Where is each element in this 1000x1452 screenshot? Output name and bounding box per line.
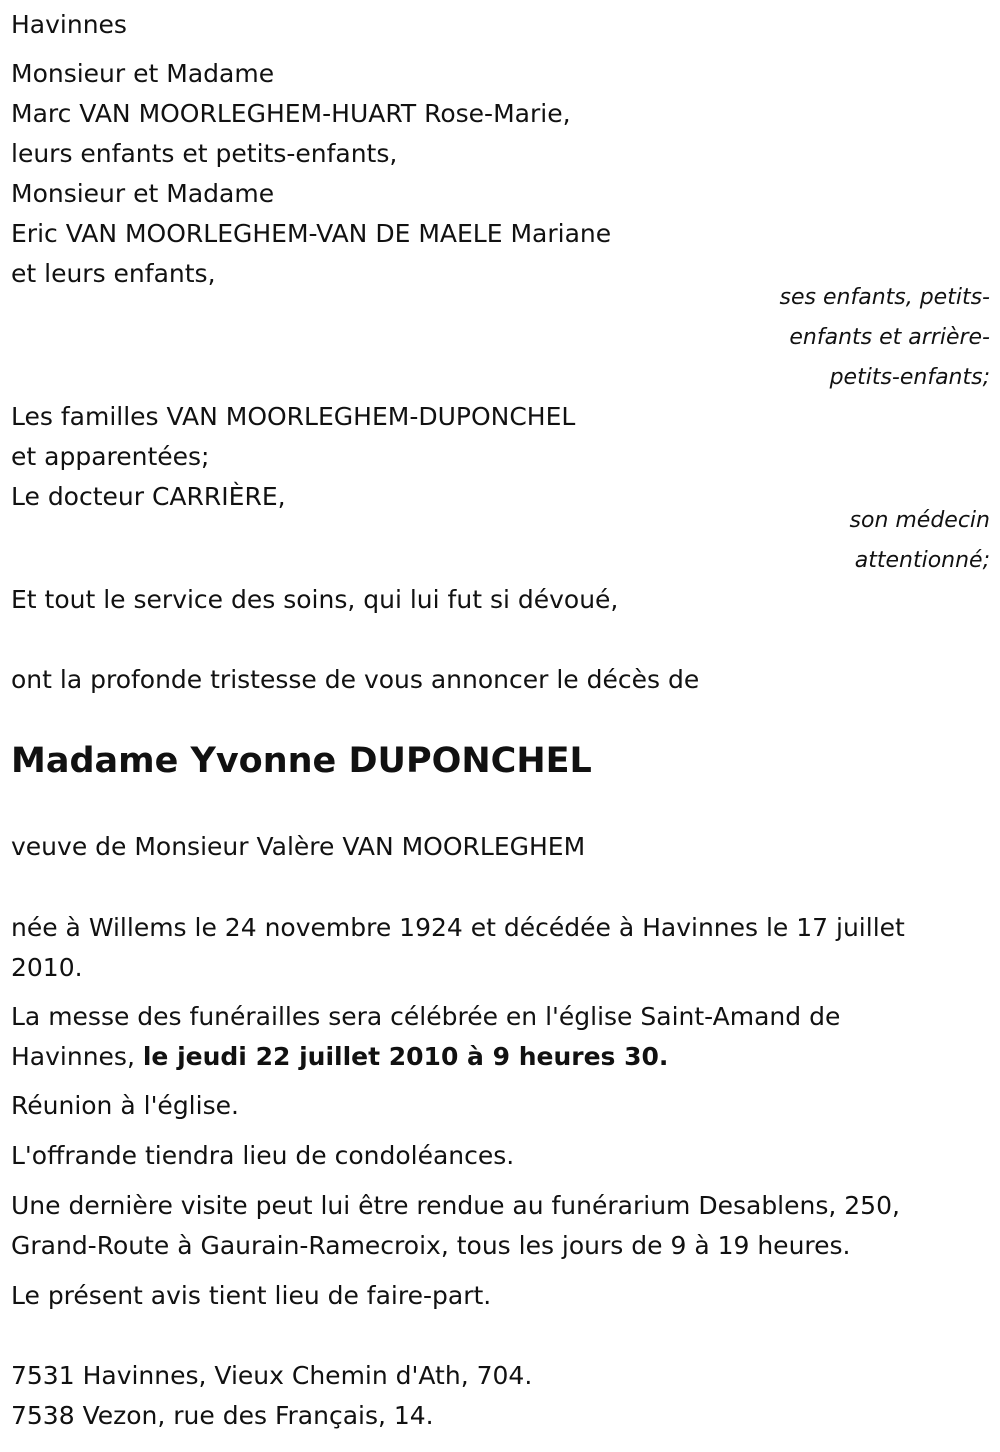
others-line: et apparentées; [11,442,210,471]
birth-death-line: née à Willems le 24 novembre 1924 et décédée à Havinnes le 17 juillet [11,913,905,942]
others-line: Le docteur CARRIÈRE, [11,482,286,511]
announcement-line: ont la profonde tristesse de vous annoncer le décès de [11,665,700,694]
others-line: Les familles VAN MOORLEGHEM-DUPONCHEL [11,402,576,431]
mass-location: Havinnes, [11,1042,143,1071]
visit-line: Grand-Route à Gaurain-Ramecroix, tous les jours de 9 à 19 heures. [11,1231,851,1260]
family-role-line: ses enfants, petits- [779,285,990,310]
family-line: Marc VAN MOORLEGHEM-HUART Rose-Marie, [11,99,571,128]
family-role-line: petits-enfants; [829,365,990,390]
family-line: Monsieur et Madame [11,59,275,88]
doctor-role-line: attentionné; [854,548,990,573]
location-heading: Havinnes [11,10,127,39]
meeting-line: Réunion à l'église. [11,1091,239,1120]
address-line: 7531 Havinnes, Vieux Chemin d'Ath, 704. [11,1361,533,1390]
mass-datetime: le jeudi 22 juillet 2010 à 9 heures 30. [142,1042,669,1071]
doctor-role-line: son médecin [849,508,990,533]
family-line: Eric VAN MOORLEGHEM-VAN DE MAELE Mariane [11,219,612,248]
care-service-line: Et tout le service des soins, qui lui fut si dévoué, [11,585,619,614]
mass-line [11,1037,668,1077]
widow-of-line: veuve de Monsieur Valère VAN MOORLEGHEM [11,832,586,861]
offering-line: L'offrande tiendra lieu de condoléances. [11,1141,515,1170]
visit-line: Une dernière visite peut lui être rendue au funérarium Desablens, 250, [11,1191,900,1220]
family-line: leurs enfants et petits-enfants, [11,139,398,168]
mass-line: La messe des funérailles sera célébrée en l'église Saint-Amand de [11,1002,841,1031]
notice-line: Le présent avis tient lieu de faire-part. [11,1281,492,1310]
birth-death-line: 2010. [11,953,83,982]
deceased-name: Madame Yvonne DUPONCHEL [11,741,592,781]
family-line: Monsieur et Madame [11,179,275,208]
address-line: 7538 Vezon, rue des Français, 14. [11,1401,434,1430]
family-role-line: enfants et arrière- [789,325,990,350]
family-line: et leurs enfants, [11,259,216,288]
